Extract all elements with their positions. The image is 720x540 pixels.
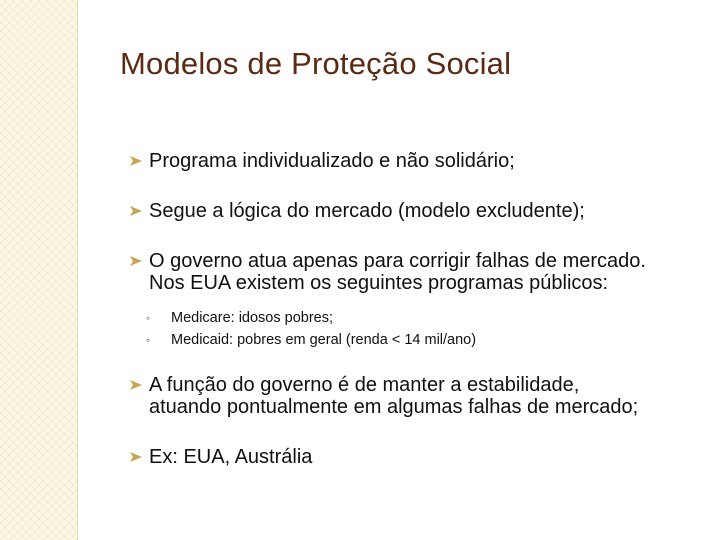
bullet-item (128, 150, 708, 172)
slide-title: Modelos de Proteção Social (120, 46, 512, 81)
bullet-icon (128, 253, 144, 269)
bullet-text-line: Nos EUA existem os seguintes programas públicos: (149, 272, 609, 294)
bullet-text: Programa individualizado e não solidário; (149, 150, 515, 172)
ring-bullet-icon: ◦ (146, 333, 151, 347)
bullet-item (128, 446, 708, 468)
decorative-sidebar (0, 0, 78, 540)
bullet-item (128, 250, 708, 294)
sub-bullet-text: Medicare: idosos pobres; (171, 310, 333, 326)
bullet-item (128, 200, 708, 222)
bullet-icon (128, 203, 144, 219)
ring-bullet-icon: ◦ (146, 311, 151, 325)
bullet-icon (128, 153, 144, 169)
bullet-text-line: O governo atua apenas para corrigir falhas de mercado. (149, 250, 646, 272)
sub-bullet-item (128, 308, 708, 329)
bullet-text-line: A função do governo é de manter a estabilidade, (149, 374, 580, 396)
sub-bullet-text: Medicaid: pobres em geral (renda < 14 mil/ano) (171, 332, 477, 348)
bullet-text-line: atuando pontualmente em algumas falhas de mercado; (149, 396, 639, 418)
bullet-text: Segue a lógica do mercado (modelo excludente); (149, 200, 585, 222)
slide-content (128, 148, 708, 468)
sub-bullet-item (128, 330, 708, 351)
bullet-item (128, 374, 708, 418)
bullet-icon (128, 449, 144, 465)
bullet-text: Ex: EUA, Austrália (149, 446, 313, 468)
bullet-icon (128, 377, 144, 393)
